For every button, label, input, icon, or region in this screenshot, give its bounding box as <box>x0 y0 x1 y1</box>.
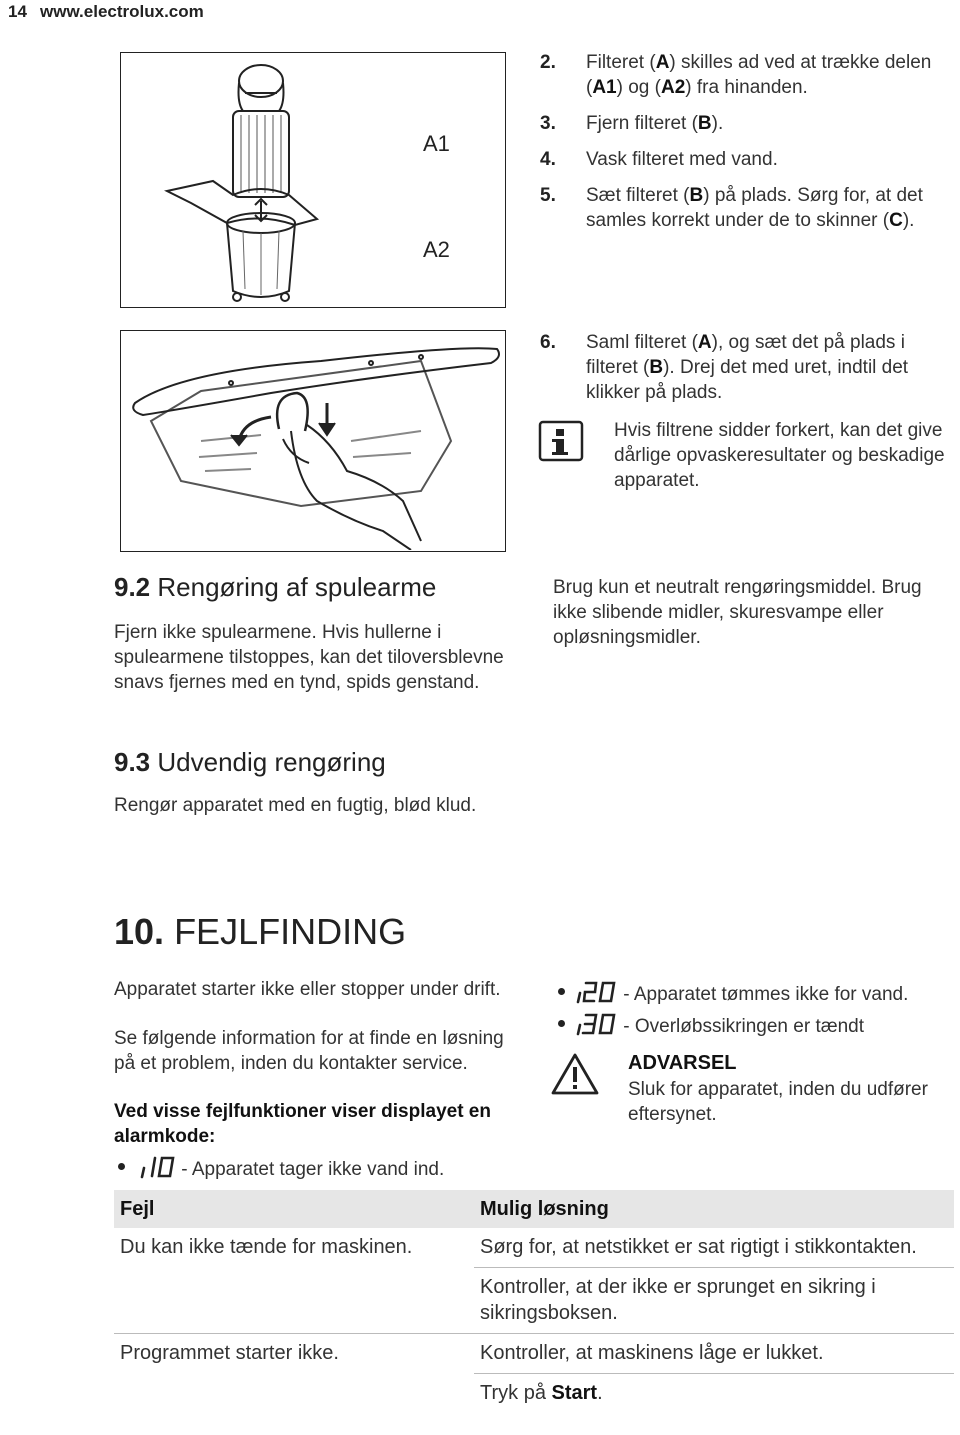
alarm-code-i10 <box>140 1155 530 1182</box>
step-item <box>540 147 940 172</box>
section-9-2-heading <box>114 572 534 602</box>
alarm-code-i30 <box>576 1012 956 1039</box>
part-reference: A2 <box>660 77 686 98</box>
warning-text: Sluk for apparatet, inden du udfører eftersynet. <box>628 1079 928 1125</box>
step-text: Fjern filteret ( <box>586 113 698 134</box>
step-text: Filteret ( <box>586 52 656 73</box>
page-number: 14 <box>8 2 27 21</box>
figure-filter-insert <box>120 330 506 552</box>
table-header-row <box>114 1190 954 1228</box>
part-reference: B <box>689 185 704 206</box>
alarm-code-text: - Overløbssikringen er tændt <box>618 1016 865 1037</box>
part-reference: A1 <box>592 77 617 98</box>
troubleshooting-intro-1: Apparatet starter ikke eller stopper under drift. <box>114 979 501 1000</box>
warning-icon <box>550 1052 600 1096</box>
part-reference: A <box>697 332 712 353</box>
solution-cell <box>474 1374 954 1414</box>
section-title: Udvendig rengøring <box>157 747 386 777</box>
table-row <box>114 1228 954 1268</box>
fault-table <box>114 1190 954 1413</box>
section-9-2-body: Fjern ikke spulearmene. Hvis hullerne i spulearmene tilstoppes, kan det tiloversblevne snavs fjernes med en tynd, spids genstand. <box>114 622 504 693</box>
info-note: Hvis filtrene sidder forkert, kan det give dårlige opvaskeresultater og beskadige apparatet. <box>614 420 945 491</box>
troubleshooting-intro-bold: Ved visse fejlfunktioner viser displayet en alarmkode: <box>114 1101 491 1147</box>
solution-suffix: . <box>597 1382 603 1404</box>
alarm-code-text: - Apparatet tømmes ikke for vand. <box>618 984 909 1005</box>
part-reference: C <box>889 210 903 231</box>
troubleshooting-intro-2: Se følgende information for at finde en løsning på et problem, inden du kontakter service. <box>114 1028 504 1074</box>
solution-cell: Kontroller, at der ikke er sprunget en sikring i sikringsboksen. <box>474 1268 954 1334</box>
warning-title: ADVARSEL <box>628 1052 737 1074</box>
step-number: 4. <box>540 149 556 170</box>
step-text: Sæt filteret ( <box>586 185 690 206</box>
solution-cell: Sørg for, at netstikket er sat rigtigt i stikkontakten. <box>480 1236 917 1258</box>
section-number: 9.2 <box>114 572 151 602</box>
section-title: Rengøring af spulearme <box>157 572 437 602</box>
figure-filter-parts <box>120 52 506 308</box>
display-code-i30-icon <box>576 1012 618 1036</box>
chapter-number: 10. <box>114 911 165 952</box>
part-reference: A <box>655 52 670 73</box>
site-url: www.electrolux.com <box>40 2 204 21</box>
solution-prefix: Tryk på <box>480 1382 552 1404</box>
step-item <box>540 50 940 100</box>
section-9-2-detergent-note: Brug kun et neutralt rengøringsmiddel. Brug ikke slibende midler, skuresvampe eller opløsningsmidler. <box>553 577 922 648</box>
section-number: 9.3 <box>114 747 151 777</box>
display-code-i20-icon <box>576 980 618 1004</box>
insert-illustration <box>121 331 504 550</box>
filter-illustration <box>121 53 504 306</box>
fault-cell: Du kan ikke tænde for maskinen. <box>120 1236 413 1258</box>
chapter-title: FEJLFINDING <box>174 911 407 952</box>
step-6 <box>540 330 945 405</box>
label-a2: A2 <box>423 237 450 262</box>
section-9-3-heading <box>114 747 534 777</box>
step-text: ) og ( <box>616 77 661 98</box>
start-button-ref: Start <box>551 1382 598 1404</box>
step-item <box>540 330 945 405</box>
bullet-dot <box>118 1163 125 1170</box>
step-number: 6. <box>540 332 556 353</box>
step-text: ). <box>711 113 724 134</box>
step-text: ) fra hinanden. <box>685 77 808 98</box>
column-header-solution: Mulig løsning <box>480 1197 609 1220</box>
alarm-code-i20 <box>576 980 956 1007</box>
step-text: ) skilles ad ved at trække delen ( <box>586 52 932 98</box>
steps-top <box>540 50 940 233</box>
part-reference: B <box>649 357 664 378</box>
step-text: Vask filteret med vand. <box>586 149 778 170</box>
chapter-10-heading <box>114 912 614 952</box>
step-item <box>540 111 940 136</box>
fault-cell: Programmet starter ikke. <box>114 1334 474 1414</box>
step-text: ), og sæt det på plads i filteret ( <box>586 332 905 378</box>
info-icon <box>538 420 584 462</box>
bullet-dot <box>558 1020 565 1027</box>
step-item <box>540 183 940 233</box>
solution-cell: Kontroller, at maskinens låge er lukket. <box>474 1334 954 1374</box>
display-code-i10-icon <box>140 1155 176 1179</box>
step-text: ) på plads. Sørg for, at det samles korrekt under de to skinner ( <box>586 185 923 231</box>
step-text: Saml filteret ( <box>586 332 698 353</box>
alarm-code-text: - Apparatet tager ikke vand ind. <box>176 1159 445 1180</box>
section-9-3-body: Rengør apparatet med en fugtig, blød klud. <box>114 795 477 816</box>
step-number: 2. <box>540 52 556 73</box>
step-number: 3. <box>540 113 556 134</box>
table-row <box>114 1334 954 1374</box>
step-text: ). <box>902 210 915 231</box>
part-reference: B <box>697 113 712 134</box>
step-number: 5. <box>540 185 556 206</box>
bullet-dot <box>558 988 565 995</box>
column-header-fault: Fejl <box>120 1197 155 1220</box>
label-a1: A1 <box>423 131 450 156</box>
step-text: ). Drej det med uret, indtil det klikker på plads. <box>586 357 909 403</box>
